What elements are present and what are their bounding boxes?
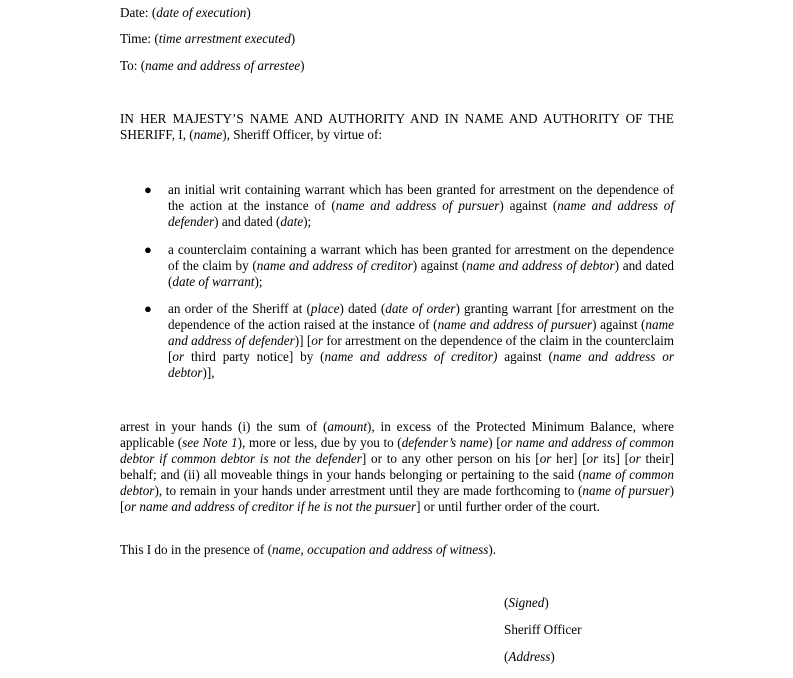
italic-placeholder: date of warrant [172,274,255,289]
text-run: third party notice] by ( [184,349,325,364]
time-line: Time: (time arrestment executed) [120,31,296,46]
italic-placeholder: name and address of creditor) [324,349,498,364]
italic-placeholder: name and address of defender [168,317,674,348]
italic-placeholder: name of common debtor [120,467,674,498]
text-run: arrest in your hands (i) the sum of ( [120,419,328,434]
signed-line: (Signed) [504,595,549,610]
bullet-dot: ● [144,242,152,257]
text-run: ), more or less, due by you to ( [237,435,402,450]
text-run: for arrestment on the dependence of the claim in the counterclaim [ [168,333,675,364]
text-run: )], [202,365,215,380]
text-run: ), Sheriff Officer, by virtue of: [222,127,383,142]
bullet-dot: ● [144,301,152,316]
italic-placeholder: see Note 1 [182,435,238,450]
italic-placeholder: defender’s name [401,435,489,450]
text-run: ) against ( [499,198,558,213]
text-run: its] [ [598,451,629,466]
text-run: ] or to any other person on his [ [361,451,540,466]
italic-placeholder: or name and address of creditor if he is not the pursuer [124,499,417,514]
italic-placeholder: or name and address of common debtor if common debtor is not the defender [120,435,675,466]
text-run: an initial writ containing warrant which has been granted for arrestment on the dependence of the action at the instance of ( [168,182,674,213]
text-run: ) against ( [592,317,646,332]
text-run: ) against ( [412,258,467,273]
text-run: an order of the Sheriff at ( [168,301,311,316]
italic-placeholder: or [539,451,552,466]
italic-placeholder: date of order [385,301,456,316]
arrest-paragraph [120,419,674,515]
text-run: )] [ [294,333,312,348]
text-run: IN HER MAJESTY’S NAME AND AUTHORITY AND IN NAME AND AUTHORITY OF THE SHERIFF, I, ( [120,111,674,142]
text-run: This I do in the presence of ( [120,542,272,557]
italic-placeholder: amount [327,419,367,434]
text-run: their] behalf; and (ii) all moveable things in your hands belonging or pertaining to the said ( [120,451,674,482]
text-run: ] or until further order of the court. [416,499,600,514]
text-run: ) granting warrant [for arrestment on the dependence of the action raised at the instance of ( [168,301,675,332]
bullet-item-counterclaim [168,242,674,290]
italic-placeholder: name and address or debtor [168,349,674,380]
italic-placeholder: or [628,451,641,466]
italic-placeholder: place [310,301,340,316]
bullet-item-writ [168,182,674,230]
to-line: To: (name and address of arrestee) [120,58,305,73]
text-run: ) [ [120,483,674,514]
italic-placeholder: name [193,127,223,142]
italic-placeholder: date [280,214,304,229]
intro-paragraph [120,111,674,143]
text-run: against ( [497,349,553,364]
italic-placeholder: name and address of pursuer [335,198,500,213]
italic-placeholder: name and address of debtor [466,258,615,273]
italic-placeholder: name and address of creditor [256,258,413,273]
italic-placeholder: name and address of pursuer [437,317,593,332]
italic-placeholder: name, occupation and address of witness [271,542,489,557]
text-run: ) dated ( [339,301,386,316]
text-run: ), in excess of the Protected Minimum Balance, where applicable ( [120,419,674,450]
italic-placeholder: name and address of defender [168,198,674,229]
bullet-dot: ● [144,182,152,197]
text-run: her] [ [551,451,587,466]
text-run: ) and dated ( [214,214,281,229]
sheriff-officer-label: Sheriff Officer [504,622,582,637]
text-run: ) [ [488,435,501,450]
italic-placeholder: or [586,451,599,466]
text-run: ); [254,274,263,289]
date-line: Date: (date of execution) [120,5,251,20]
italic-placeholder: or [311,333,324,348]
bullet-item-sheriff-order [168,301,674,381]
text-run: ), to remain in your hands under arrestment until they are made forthcoming to ( [154,483,583,498]
text-run: ); [303,214,312,229]
presence-paragraph [120,542,674,558]
text-run: a counterclaim containing a warrant which has been granted for arrestment on the dependence of the claim by ( [168,242,674,273]
italic-placeholder: or [172,349,185,364]
text-run: ) and dated ( [168,258,675,289]
italic-placeholder: name of pursuer [582,483,670,498]
text-run: ). [488,542,497,557]
address-line: (Address) [504,649,555,664]
